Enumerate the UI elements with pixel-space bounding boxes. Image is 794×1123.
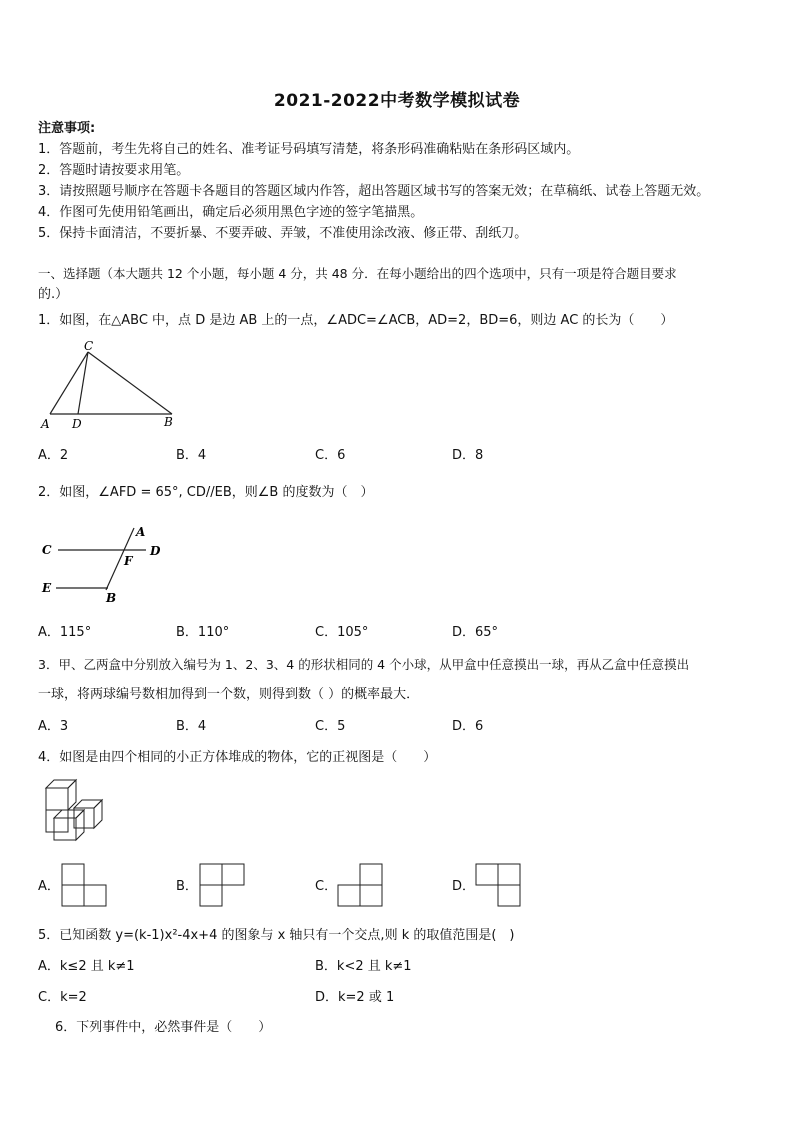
figure-label-a: A xyxy=(136,525,146,539)
option-b: B．4 xyxy=(176,448,207,463)
option-b: B．110° xyxy=(176,625,230,640)
option-d-label: D． xyxy=(452,879,476,894)
notice-item: 2．答题时请按要求用笔。 xyxy=(38,163,190,178)
question-3-text: 3．甲、乙两盒中分别放入编号为 1、2、3、4 的形状相同的 4 个小球，从甲盒中任意摸出一球，再从乙盒中任意摸出 xyxy=(38,657,690,672)
option-d: D．k=2 或 1 xyxy=(315,990,395,1005)
question-1-text: 1．如图，在△ABC 中，点 D 是边 AB 上的一点，∠ADC=∠ACB，AD=2，BD=6，则边 AC 的长为（ ） xyxy=(38,313,674,328)
option-b-label: B． xyxy=(176,879,198,894)
option-c-view-icon xyxy=(336,862,384,908)
notice-item: 1．答题前，考生先将自己的姓名、准考证号码填写清楚，将条形码准确粘贴在条形码区域内。 xyxy=(38,142,580,157)
option-d: D．65° xyxy=(452,625,499,640)
figure-label-b: B xyxy=(164,415,173,429)
option-c: C．105° xyxy=(315,625,369,640)
option-b: B．k<2 且 k≠1 xyxy=(315,959,412,974)
notice-item: 3．请按照题号顺序在答题卡各题目的答题区域内作答，超出答题区域书写的答案无效；在草稿纸、试卷上答题无效。 xyxy=(38,184,710,199)
figure-label-d: D xyxy=(72,417,82,430)
figure-label-a: A xyxy=(41,417,50,430)
option-c: C．k=2 xyxy=(38,990,87,1005)
notice-item: 4．作图可先使用铅笔画出，确定后必须用黑色字迹的签字笔描黑。 xyxy=(38,205,424,220)
notice-heading: 注意事项: xyxy=(38,121,96,136)
option-d: D．6 xyxy=(452,719,484,734)
question-1-triangle-figure xyxy=(36,340,186,430)
question-6-text: 6．下列事件中，必然事件是（ ） xyxy=(55,1020,272,1035)
option-c: C．6 xyxy=(315,448,346,463)
option-a-label: A． xyxy=(38,879,60,894)
option-a: A．2 xyxy=(38,448,69,463)
section-heading: 一、选择题（本大题共 12 个小题，每小题 4 分，共 48 分．在每小题给出的四个选项中，只有一项是符合题目要求 xyxy=(38,266,677,281)
figure-label-f: F xyxy=(124,554,133,568)
question-2-text: 2．如图，∠AFD = 65°, CD//EB，则∠B 的度数为（ ） xyxy=(38,485,374,500)
figure-label-d: D xyxy=(150,544,161,558)
question-5-text: 5．已知函数 y=(k-1)x²-4x+4 的图象与 x 轴只有一个交点,则 k 的取值范围是( ) xyxy=(38,928,515,943)
figure-label-e: E xyxy=(42,581,52,595)
option-a-view-icon xyxy=(60,862,108,908)
question-3-text-cont: 一球，将两球编号数相加得到一个数，则得到数（ ）的概率最大． xyxy=(38,687,420,702)
option-a: A．3 xyxy=(38,719,69,734)
figure-label-c: C xyxy=(84,340,94,353)
figure-label-b: B xyxy=(106,591,117,605)
option-c: C．5 xyxy=(315,719,346,734)
question-4-text: 4．如图是由四个相同的小正方体堆成的物体，它的正视图是（ ） xyxy=(38,750,437,765)
figure-label-c: C xyxy=(42,543,52,557)
section-heading-cont: 的.） xyxy=(38,287,69,302)
option-c-label: C． xyxy=(315,879,338,894)
option-a: A．k≤2 且 k≠1 xyxy=(38,959,135,974)
option-d-view-icon xyxy=(474,862,522,908)
option-d: D．8 xyxy=(452,448,484,463)
option-a: A．115° xyxy=(38,625,92,640)
page-title: 2021-2022中考数学模拟试卷 xyxy=(273,91,521,111)
option-b-view-icon xyxy=(198,862,246,908)
question-4-cube-stack-figure xyxy=(36,776,106,846)
question-2-parallel-lines-figure xyxy=(36,520,176,610)
option-b: B．4 xyxy=(176,719,207,734)
notice-item: 5．保持卡面清洁，不要折暴、不要弄破、弄皱，不准使用涂改液、修正带、刮纸刀。 xyxy=(38,226,528,241)
